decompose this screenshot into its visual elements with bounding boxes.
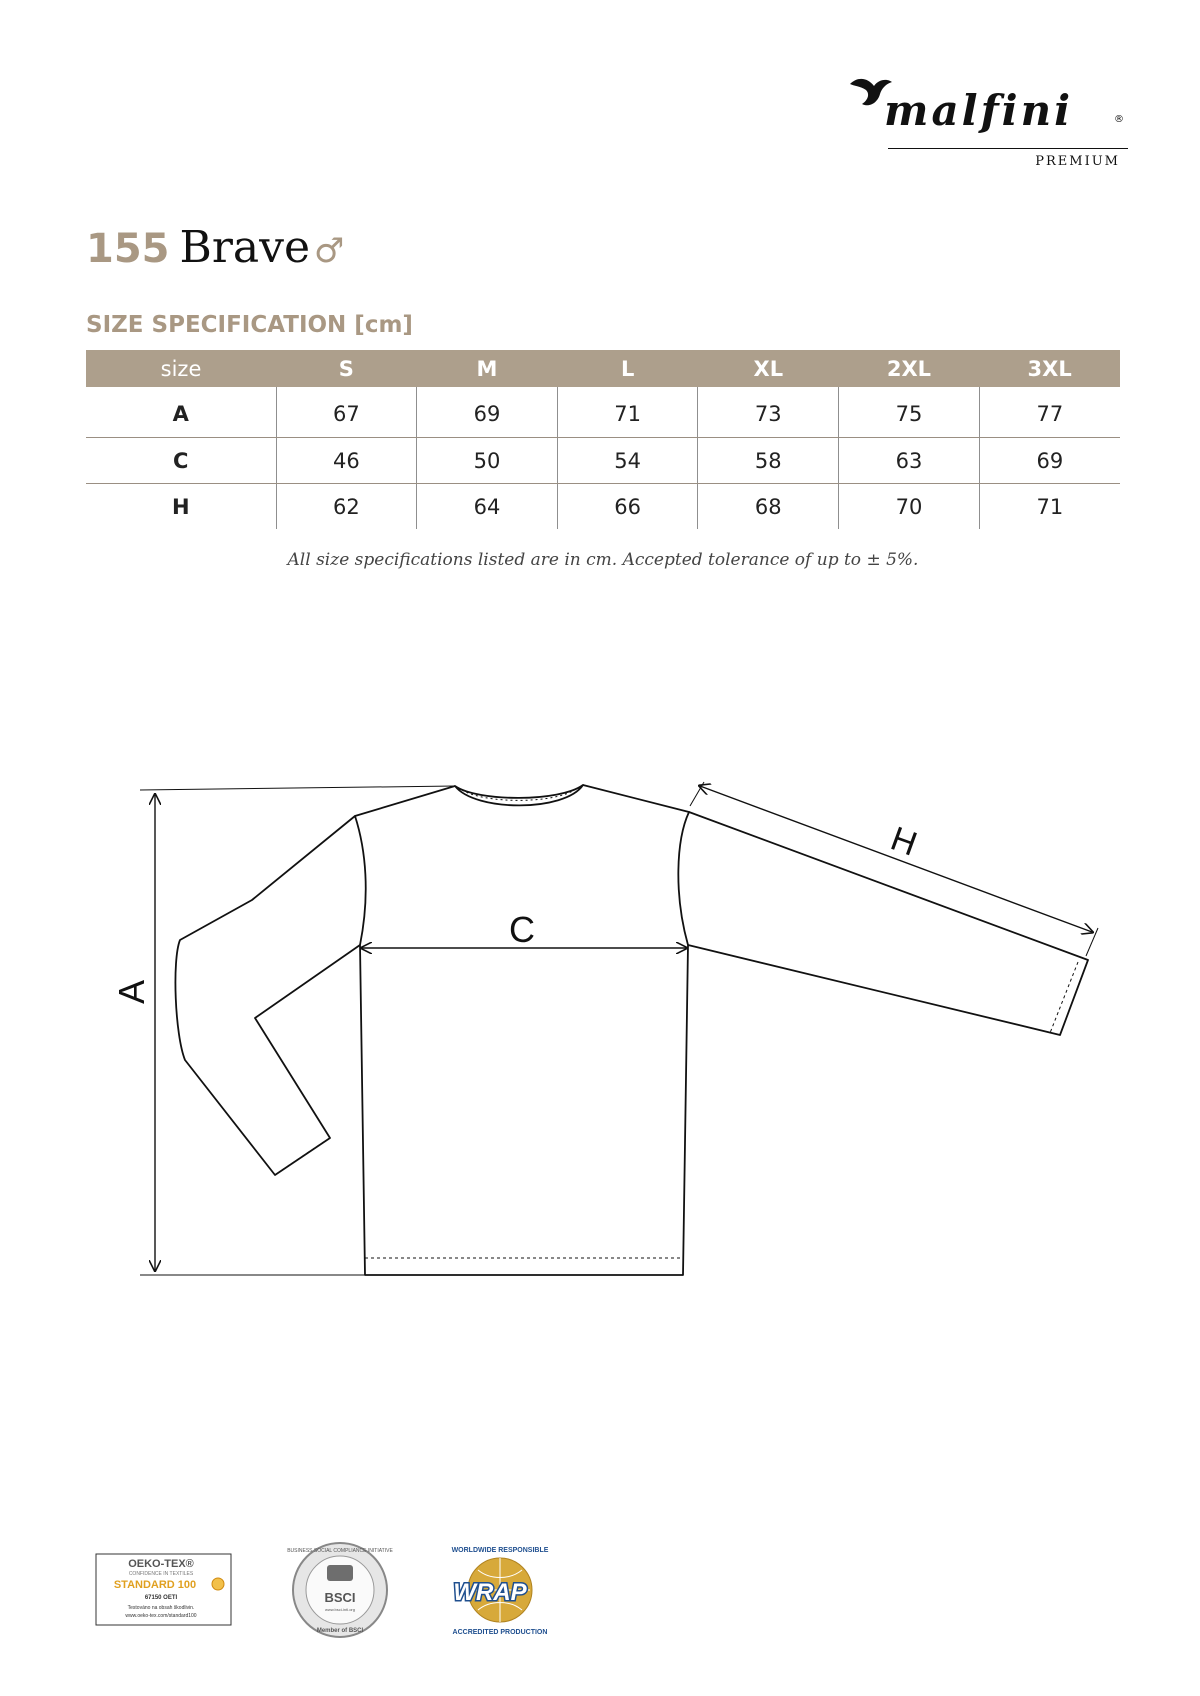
oeko-tagline: CONFIDENCE IN TEXTILES (128, 1571, 194, 1577)
table-cell: 62 (276, 484, 417, 530)
header-cell: 3XL (979, 350, 1120, 387)
size-table (86, 350, 1120, 529)
header-cell: XL (698, 350, 839, 387)
oeko-code: 67150 OETI (144, 1595, 178, 1601)
table-row (86, 484, 1120, 530)
logo-underline (888, 148, 1128, 149)
brand-subline: PREMIUM (1035, 154, 1120, 169)
table-cell: 73 (698, 387, 839, 438)
product-name: Brave (179, 222, 310, 273)
product-title (86, 222, 344, 282)
bsci-url: www.bsci-intl.org (324, 1607, 356, 1612)
label-h: H (885, 819, 922, 864)
bsci-seal (287, 1543, 393, 1637)
oeko-standard: STANDARD 100 (113, 1579, 197, 1591)
header-cell: S (276, 350, 417, 387)
table-cell: 50 (417, 438, 558, 484)
table-cell: 58 (698, 438, 839, 484)
brand-logo (848, 74, 1128, 174)
certifications (0, 1530, 1200, 1660)
oeko-sun-icon (212, 1578, 224, 1590)
table-cell: 69 (979, 438, 1120, 484)
shirt-body (355, 785, 689, 1275)
header-cell-size: size (86, 350, 276, 387)
table-cell: 63 (839, 438, 980, 484)
bsci-ring-text: BUSINESS SOCIAL COMPLIANCE INITIATIVE (287, 1548, 393, 1554)
header-cell: L (557, 350, 698, 387)
male-symbol-icon: ♂ (314, 231, 345, 271)
table-cell: 64 (417, 484, 558, 530)
bsci-name: BSCI (324, 1590, 356, 1605)
table-cell: 67 (276, 387, 417, 438)
shirt-left-sleeve (175, 816, 360, 1175)
dimension-a (140, 786, 455, 1275)
oeko-tex-label (96, 1554, 231, 1625)
wrap-bottom: ACCREDITED PRODUCTION (452, 1629, 548, 1636)
table-cell: 75 (839, 387, 980, 438)
shirt-collar (455, 785, 583, 805)
header-cell: M (417, 350, 558, 387)
oeko-title: OEKO-TEX® (128, 1558, 194, 1570)
shirt-right-sleeve (688, 812, 1088, 1035)
wrap-name: WRAP (453, 1579, 527, 1606)
size-spec-heading: SIZE SPECIFICATION [cm] (86, 312, 413, 338)
bsci-hand-icon (327, 1565, 353, 1581)
header-cell: 2XL (839, 350, 980, 387)
wrap-top: WORLDWIDE RESPONSIBLE (451, 1547, 549, 1554)
table-cell: 66 (557, 484, 698, 530)
wrap-seal (449, 1544, 549, 1636)
table-cell: 77 (979, 387, 1120, 438)
tolerance-note: All size specifications listed are in cm. Accepted tolerance of up to ± 5%. (287, 550, 919, 570)
table-cell: 71 (557, 387, 698, 438)
table-cell: 46 (276, 438, 417, 484)
row-label: H (171, 494, 190, 519)
table-header-row (86, 350, 1120, 387)
table-row (86, 438, 1120, 484)
registered-mark: ® (1114, 114, 1124, 125)
table-cell: 54 (557, 438, 698, 484)
garment-diagram (0, 760, 1200, 1300)
label-c: C (509, 909, 535, 950)
table-cell: 71 (979, 484, 1120, 530)
oeko-line1: Testováno na obsah škodlivin. (127, 1605, 195, 1611)
product-number: 155 (86, 226, 170, 272)
brand-wordmark: malfini (884, 86, 1074, 135)
row-label: A (86, 387, 276, 438)
label-a: A (111, 979, 152, 1005)
table-row (86, 387, 1120, 438)
oeko-line2: www.oeko-tex.com/standard100 (125, 1613, 197, 1619)
row-label: C (86, 438, 276, 484)
table-cell: 68 (698, 484, 839, 530)
table-cell: 70 (839, 484, 980, 530)
bsci-member: Member of BSCI (316, 1628, 364, 1634)
table-cell: 69 (417, 387, 558, 438)
